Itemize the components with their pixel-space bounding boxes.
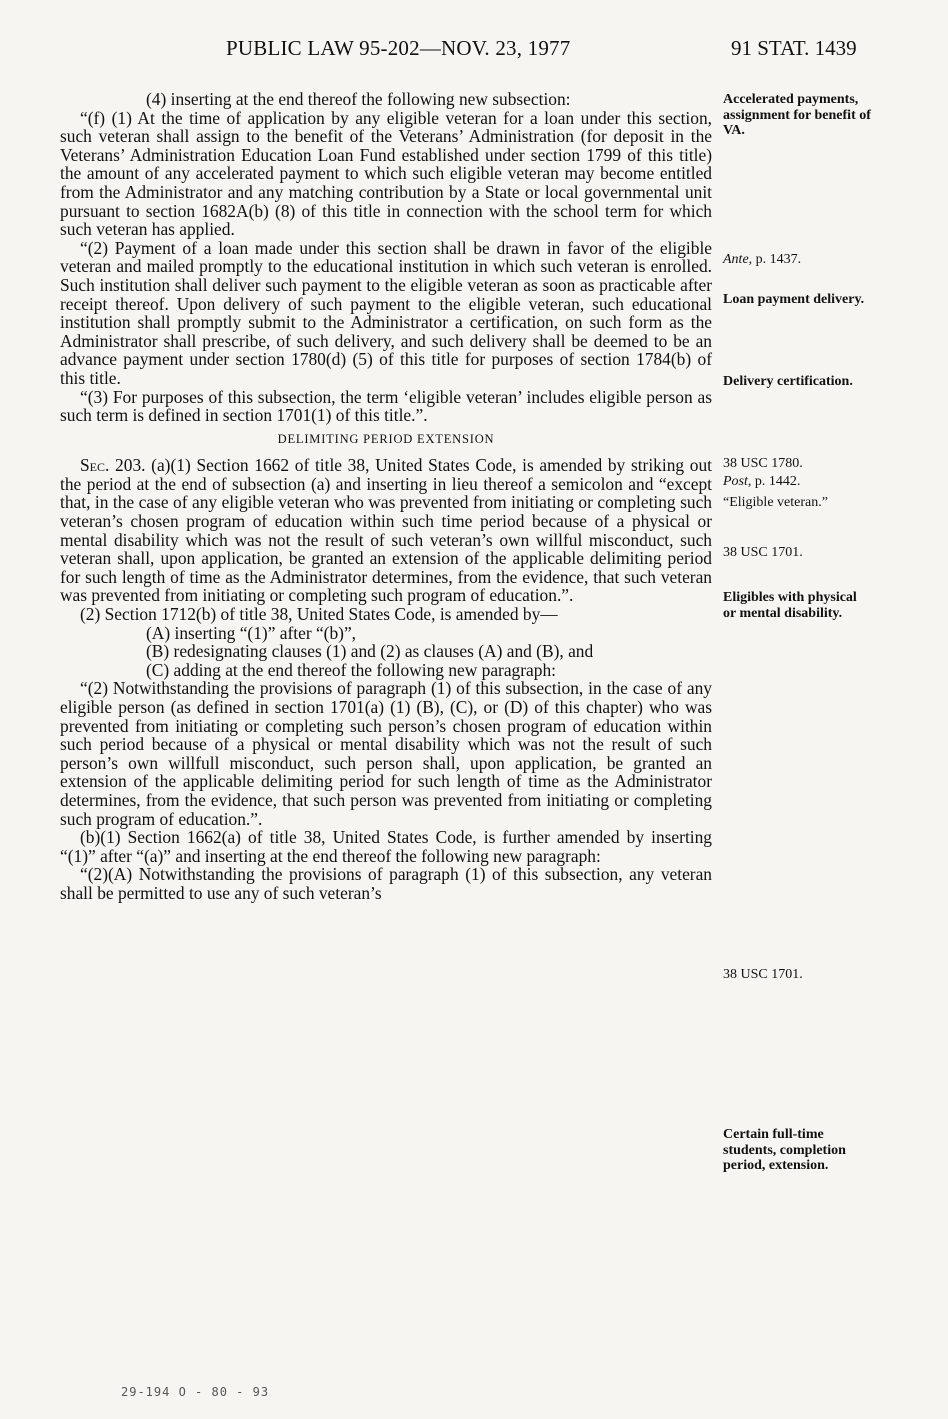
statute-page-number: 91 STAT. 1439: [731, 36, 857, 60]
page-header: [0, 36, 948, 66]
margin-note-38usc1701-b: 38 USC 1701.: [723, 967, 803, 982]
margin-note-ante-page: p. 1437.: [752, 252, 802, 267]
margin-note-post-italic: Post,: [723, 474, 752, 489]
margin-note-delivery-certification: Delivery certification.: [723, 374, 853, 389]
paragraph-f3: “(3) For purposes of this subsection, the term ‘eligible veteran’ includes eligible person as such term is defined in section 1701(1) of this title.”.: [60, 386, 712, 426]
paragraph-a2: (2) Section 1712(b) of title 38, United States Code, is amended by—: [80, 604, 558, 625]
clause-c: (C) adding at the end thereof the following new paragraph:: [146, 659, 556, 680]
main-text-column: [60, 90, 712, 903]
paragraph-b1: (b)(1) Section 1662(a) of title 38, United States Code, is further amended by inserting “(1)” after “(a)” and inserting at the end thereof the following new paragraph:: [60, 827, 712, 866]
section-heading: DELIMITING PERIOD EXTENSION: [277, 431, 495, 446]
margin-note-38usc1780: 38 USC 1780.: [723, 456, 803, 471]
section-label: Sec.: [80, 455, 110, 476]
margin-note-38usc1701-a: 38 USC 1701.: [723, 545, 803, 560]
paragraph-2a: “(2)(A) Notwithstanding the provisions of paragraph (1) of this subsection, any veteran shall be permitted to use any of such veteran’s: [60, 864, 712, 903]
paragraph-f1: “(f) (1) At the time of application by any eligible veteran for a loan under this section, such veteran shall assign to the benefit of the Veterans’ Administration (for deposit in the Veterans’ Administration Education Loan Fund established under section 1799 of this title) the amount of any accelerated payment to which such eligible veteran may become entitled from the Administrator and any matching contribution by a State or local governmental unit pursuant to section 1682A(b) (8) of this title in connection with the school term for which such veteran has applied.: [60, 107, 712, 240]
section-203-text: 203. (a)(1) Section 1662 of title 38, United States Code, is amended by striking out the period at the end of subsection (a) and inserting in lieu thereof a semicolon and “except that, in the case of any eligible veteran who was prevented from initiating or completing such veteran’s chosen program of education within such time period because of a physical or mental disability which was not the result of such veteran’s own willful misconduct, such veteran shall, upon application, be granted an extension of the applicable delimiting period for such length of time as the Administrator determines, from the evidence, that such veteran was prevented from initiating or completing such program of education.”.: [60, 455, 712, 606]
margin-note-full-time-students: Certain full-time students, completion period, extension.: [723, 1127, 846, 1173]
margin-note-ante-italic: Ante,: [723, 252, 753, 267]
clause-a: (A) inserting “(1)” after “(b)”,: [146, 622, 357, 643]
margin-note-post: [723, 474, 873, 490]
clause-b: (B) redesignating clauses (1) and (2) as clauses (A) and (B), and: [146, 641, 594, 662]
margin-note-post-page: p. 1442.: [751, 474, 801, 489]
paragraph-new-2: “(2) Notwithstanding the provisions of paragraph (1) of this subsection, in the case of any eligible person (as defined in section 1701(a) (1) (B), (C), or (D) of this chapter) who was prevented from initiating or completing such person’s chosen program of education within such period because of a physical or mental disability which was not the result of such person’s own willfull misconduct, such person shall, upon application, be granted an extension of the applicable delimiting period for such length of time as the Administrator determines, from the evidence, that such person was prevented from initiating or completing such program of education.”.: [60, 678, 712, 829]
margin-note-accelerated-payments: Accelerated payments, assignment for benefit of VA.: [723, 92, 871, 138]
margin-note-ante: [723, 252, 873, 268]
paragraph-sec-203: [60, 456, 712, 605]
law-title: PUBLIC LAW 95-202—NOV. 23, 1977: [226, 36, 571, 60]
paragraph-f2: “(2) Payment of a loan made under this section shall be drawn in favor of the eligible veteran and mailed promptly to the educational institution in which such veteran is enrolled. Such institution shall deliver such payment to the eligible veteran as soon as practicable after receipt thereof. Upon delivery of such payment to the eligible veteran, such educational institution shall promptly submit to the Administrator a certification, on such form as the Administrator shall prescribe, of such delivery, and such delivery shall be deemed to be an advance payment under section 1780(d) (5) of this title for purposes of section 1784(b) of this title.: [60, 237, 712, 388]
margin-note-eligible-veteran: “Eligible veteran.”: [723, 495, 828, 510]
margin-note-loan-payment: Loan payment delivery.: [723, 292, 865, 307]
margin-note-eligibles-disability: Eligibles with physical or mental disability.: [723, 590, 857, 621]
printing-code: 29-194 O - 80 - 93: [121, 1385, 270, 1399]
paragraph-intro: (4) inserting at the end thereof the following new subsection:: [146, 89, 571, 109]
